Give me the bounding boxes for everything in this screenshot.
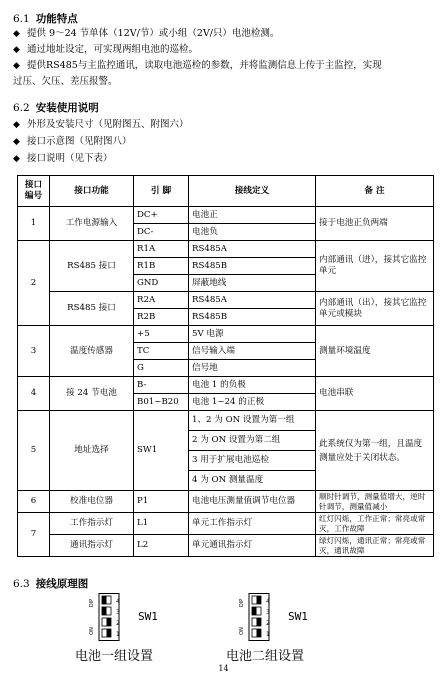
pin-cell: R2B [134, 309, 189, 326]
definition-cell: 电池负 [189, 224, 316, 241]
diamond-bullet-icon: ◆ [13, 45, 20, 55]
row-function: 校准电位器 [50, 491, 134, 513]
pin-cell: R2A [134, 292, 189, 309]
diamond-bullet-icon: ◆ [13, 154, 20, 164]
table-row [18, 292, 434, 309]
remark-cell: 顺时针调节，测量值增大，逆时针调节，测量值减小 [316, 491, 434, 513]
remark-cell: 内部通讯（出），接其它监控单元或模块 [316, 292, 434, 326]
pin-cell: G [134, 360, 189, 377]
sw1-label: SW1 [288, 610, 308, 623]
dip-switch-group-1 [88, 593, 188, 641]
definition-cell: 5V 电源 [189, 326, 316, 343]
dip-pin-number: 4 [116, 598, 120, 605]
dip-toggle [257, 596, 262, 604]
row-function: 工作指示灯 [50, 513, 134, 535]
row-number: 1 [18, 207, 50, 241]
pin-cell: +5 [134, 326, 189, 343]
install-item: ◆ 接口说明（见下表） [13, 151, 113, 167]
row-number: 3 [18, 326, 50, 377]
pin-cell: P1 [134, 491, 189, 513]
definition-cell: 电池电压测量值调节电位器 [189, 491, 316, 513]
table-header-row [18, 176, 434, 207]
table-row [18, 513, 434, 535]
remark-cell: 电池串联 [316, 377, 434, 411]
dip-pin-number: 1 [116, 631, 120, 638]
section-6-1-heading: 6.1 功能特点 [13, 13, 78, 25]
definition-cell: RS485B [189, 258, 316, 275]
row-function: RS485 接口 [50, 292, 134, 326]
row-function: 地址选择 [50, 411, 134, 491]
header-wiring-definition: 接线定义 [189, 176, 316, 207]
section-6-2-heading: 6.2 安装使用说明 [13, 102, 99, 114]
sw1-label: SW1 [138, 610, 158, 623]
row-function: 温度传感器 [50, 326, 134, 377]
definition-cell: RS485A [189, 292, 316, 309]
header-pin: 引 脚 [134, 176, 189, 207]
remark-cell: 接于电池正负两端 [316, 207, 434, 241]
dip-toggle [102, 607, 107, 615]
table-row [18, 535, 434, 557]
definition-cell: 电池 1 的负极 [189, 377, 316, 394]
dip-toggle [257, 618, 262, 626]
feature-item: ◆ 通过地址设定，可实现两组电池的巡检。 [13, 42, 198, 58]
definition-cell: 1、2 为 ON 设置为第一组 [189, 411, 316, 431]
diamond-bullet-icon: ◆ [13, 61, 20, 71]
row-number: 4 [18, 377, 50, 411]
dip-toggle [252, 607, 257, 615]
feature-item: ◆ 提供RS485与主监控通讯，读取电池巡检的参数，并将监测信息上传于主监控，实现 [13, 58, 382, 74]
pin-cell: DC- [134, 224, 189, 241]
pin-cell: L1 [134, 513, 189, 535]
dip-text-label: DIP [239, 598, 245, 608]
definition-cell: 4 为 ON 测量温度 [189, 471, 316, 491]
table-row [18, 241, 434, 258]
definition-cell: 信号地 [189, 360, 316, 377]
row-number: 5 [18, 411, 50, 491]
row-number: 6 [18, 491, 50, 513]
diamond-bullet-icon: ◆ [13, 29, 20, 39]
definition-cell: 2 为 ON 设置为第二组 [189, 431, 316, 451]
interface-table [17, 175, 434, 557]
dip-toggle [107, 629, 112, 637]
header-interface-function: 接口功能 [50, 176, 134, 207]
dip-pin-number: 4 [266, 598, 270, 605]
feature-item: ◆ 提供 9～24 节单体（12V/节）或小组（2V/只）电池检测。 [13, 26, 279, 42]
caption-group-2: 电池二组设置 [226, 649, 305, 664]
pin-cell: B- [134, 377, 189, 394]
row-function: 工作电源输入 [50, 207, 134, 241]
diamond-bullet-icon: ◆ [13, 137, 20, 147]
row-function: 通讯指示灯 [50, 535, 134, 557]
pin-cell: GND [134, 275, 189, 292]
pin-cell: L2 [134, 535, 189, 557]
dip-pin-number: 3 [116, 609, 120, 616]
pin-cell: R1A [134, 241, 189, 258]
pin-cell: B01~B20 [134, 394, 189, 411]
dip-toggle [102, 596, 107, 604]
table-row [18, 326, 434, 343]
dip-switch-group-2 [238, 593, 338, 641]
install-item: ◆ 外形及安装尺寸（见附图五、附图六） [13, 117, 189, 133]
definition-cell: 屏蔽地线 [189, 275, 316, 292]
dip-switch-icon [88, 593, 128, 641]
page-number: 14 [218, 664, 229, 673]
definition-cell: 信号输入端 [189, 343, 316, 360]
header-interface-number: 接口 编号 [18, 176, 50, 207]
row-function: 接 24 节电池 [50, 377, 134, 411]
dip-pin-number: 2 [116, 620, 120, 627]
table-row [18, 207, 434, 224]
pin-cell: SW1 [134, 411, 189, 491]
feature-item-continuation: 过压、欠压、差压报警。 [13, 76, 118, 87]
row-number: 2 [18, 241, 50, 326]
table-row [18, 491, 434, 513]
remark-cell: 内部通讯（进），接其它监控单元 [316, 241, 434, 292]
table-row [18, 411, 434, 431]
definition-cell: 单元通讯指示灯 [189, 535, 316, 557]
row-function: RS485 接口 [50, 241, 134, 292]
pin-cell: R1B [134, 258, 189, 275]
table-row [18, 377, 434, 394]
remark-cell: 绿灯闪烁，通讯正常；常亮或常灭，通讯故障 [316, 535, 434, 557]
definition-cell: 电池 1~24 的正极 [189, 394, 316, 411]
dip-pin-number: 2 [266, 620, 270, 627]
remark-cell: 此系统仅为第一组，且温度测量应处于关闭状态。 [316, 411, 434, 491]
diamond-bullet-icon: ◆ [13, 120, 20, 130]
dip-text-label: DIP [89, 598, 95, 608]
pin-cell: DC+ [134, 207, 189, 224]
caption-group-1: 电池一组设置 [75, 649, 154, 664]
remark-cell: 红灯闪烁，工作正常；常亮或常灭，工作故障 [316, 513, 434, 535]
definition-cell: 单元工作指示灯 [189, 513, 316, 535]
install-item: ◆ 接口示意图（见附图八） [13, 134, 132, 150]
row-number: 7 [18, 513, 50, 557]
dip-toggle [107, 618, 112, 626]
pin-cell: TC [134, 343, 189, 360]
dip-pin-number: 1 [266, 631, 270, 638]
on-text-label: ON [239, 627, 245, 635]
remark-cell: 测量环境温度 [316, 326, 434, 377]
definition-cell: 电池正 [189, 207, 316, 224]
section-6-3-heading: 6.3 接线原理图 [13, 578, 89, 590]
header-remark: 备 注 [316, 176, 434, 207]
definition-cell: RS485B [189, 309, 316, 326]
dip-toggle [257, 629, 262, 637]
definition-cell: RS485A [189, 241, 316, 258]
dip-switch-icon [238, 593, 278, 641]
dip-pin-number: 3 [266, 609, 270, 616]
definition-cell: 3 用于扩展电池巡检 [189, 451, 316, 471]
on-text-label: ON [89, 627, 95, 635]
